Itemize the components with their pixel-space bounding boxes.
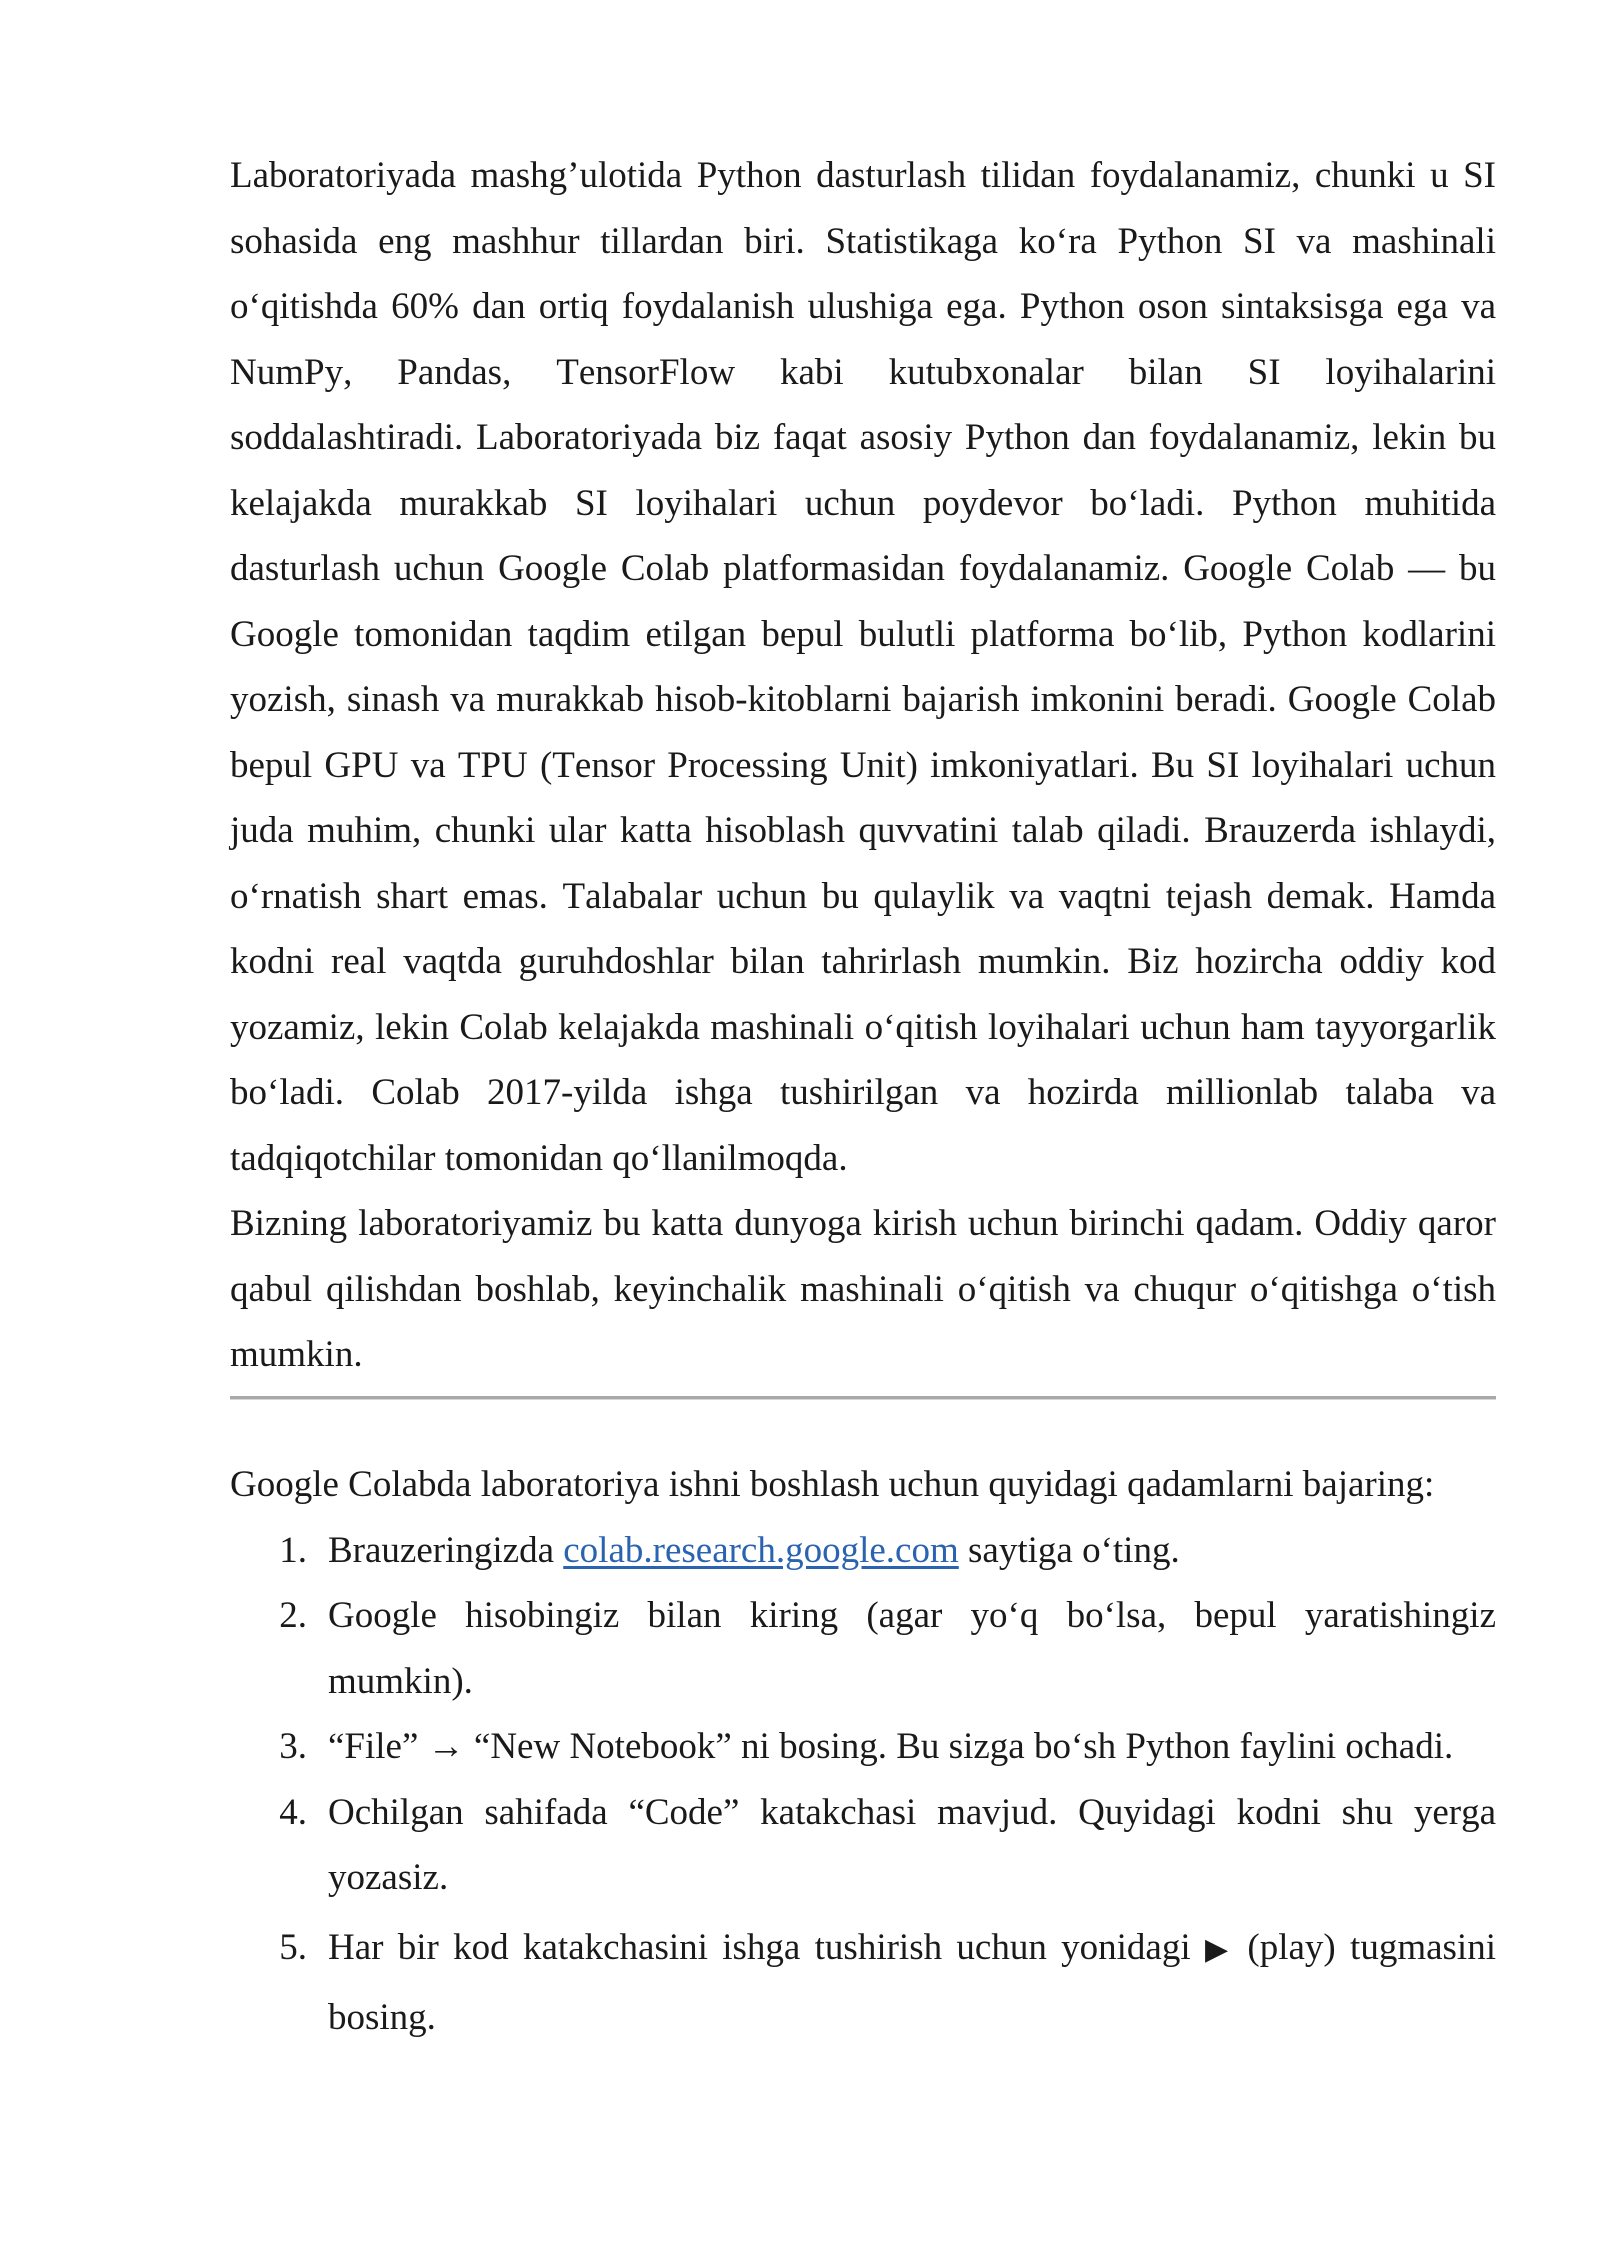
- paragraph-line: bepul GPU va TPU (Tensor Processing Unit) imkoniyatlari. Bu SI loyihalari uchun: [230, 744, 1496, 786]
- paragraph-line: bo‘ladi. Colab 2017-yilda ishga tushirilgan va hozirda millionlab talaba va: [230, 1072, 1496, 1113]
- step-line: “File” → “New Notebook” ni bosing. Bu sizga bo‘sh Python faylini ochadi.: [328, 1726, 1454, 1767]
- step-text: Brauzeringizda: [328, 1529, 564, 1571]
- paragraph-line: yozamiz, lekin Colab kelajakda mashinali o‘qitish loyihalari uchun ham tayyorgarlik: [230, 1006, 1496, 1048]
- step-item: [230, 1518, 1496, 1584]
- paragraph-line: Laboratoriyada mashg’ulotida Python dasturlash tilidan foydalanamiz, chunki u SI: [230, 155, 1496, 196]
- step-text: Har bir kod katakchasini ishga tushirish uchun yonidagi: [328, 1926, 1205, 1968]
- paragraph-python-colab: [230, 143, 1496, 1191]
- paragraph-first-step: [230, 1191, 1496, 1388]
- step-line: Google hisobingiz bilan kiring (agar yo‘q bo‘lsa, bepul yaratishingiz: [328, 1595, 1496, 1636]
- step-line: yozasiz.: [328, 1857, 449, 1898]
- paragraph-line: yozish, sinash va murakkab hisob-kitoblarni bajarish imkonini beradi. Google Colab: [230, 679, 1496, 720]
- step-number: 2.: [279, 1595, 307, 1636]
- paragraph-line: juda muhim, chunki ular katta hisoblash quvvatini talab qiladi. Brauzerda ishlaydi,: [230, 810, 1496, 851]
- step-number: 3.: [279, 1726, 307, 1767]
- paragraph-line: kelajakda murakkab SI loyihalari uchun poydevor bo‘ladi. Python muhitida: [230, 482, 1496, 524]
- colab-link[interactable]: colab.research.google.com: [563, 1529, 959, 1571]
- step-number: 4.: [279, 1791, 307, 1833]
- paragraph-line: Google tomonidan taqdim etilgan bepul bulutli platforma bo‘lib, Python kodlarini: [230, 613, 1496, 655]
- paragraph-line: mumkin.: [230, 1334, 363, 1375]
- step-text: (play) tugmasini: [1233, 1926, 1496, 1968]
- paragraph-line: NumPy, Pandas, TensorFlow kabi kutubxonalar bilan SI loyihalarini: [230, 351, 1496, 393]
- paragraph-line: o‘qitishda 60% dan ortiq foydalanish ulushiga ega. Python oson sintaksisga ega va: [230, 286, 1496, 327]
- paragraph-line: tadqiqotchilar tomonidan qo‘llanilmoqda.: [230, 1137, 848, 1179]
- paragraph-line: qabul qilishdan boshlab, keyinchalik mashinali o‘qitish va chuqur o‘qitishga o‘tish: [230, 1268, 1496, 1310]
- step-text: saytiga o‘ting.: [958, 1529, 1180, 1571]
- step-item: [230, 1780, 1496, 1911]
- step-line: mumkin).: [328, 1660, 473, 1702]
- step-line: [328, 1518, 1496, 1584]
- steps-intro: Google Colabda laboratoriya ishni boshlash uchun quyidagi qadamlarni bajaring:: [230, 1464, 1435, 1505]
- step-number: 5.: [279, 1926, 307, 1968]
- paragraph-line: dasturlash uchun Google Colab platformasidan foydalanamiz. Google Colab — bu: [230, 548, 1496, 589]
- step-line: bosing.: [328, 1996, 436, 2038]
- step-line: Ochilgan sahifada “Code” katakchasi mavjud. Quyidagi kodni shu yerga: [328, 1791, 1496, 1833]
- step-item: [230, 1914, 1496, 2052]
- paragraph-line: kodni real vaqtda guruhdoshlar bilan tahrirlash mumkin. Biz hozircha oddiy kod: [230, 941, 1496, 982]
- step-item: [230, 1583, 1496, 1714]
- paragraph-line: sohasida eng mashhur tillardan biri. Statistikaga ko‘ra Python SI va mashinali: [230, 220, 1496, 262]
- paragraph-line: o‘rnatish shart emas. Talabalar uchun bu qulaylik va vaqtni tejash demak. Hamda: [230, 875, 1496, 917]
- step-number: 1.: [279, 1529, 307, 1571]
- horizontal-divider: [230, 1396, 1496, 1399]
- paragraph-line: Bizning laboratoriyamiz bu katta dunyoga kirish uchun birinchi qadam. Oddiy qaror: [230, 1203, 1496, 1244]
- steps-list: [230, 1518, 1496, 2052]
- step-line: [328, 1914, 1496, 1984]
- document-body: [230, 143, 1496, 2052]
- step-item: [230, 1714, 1496, 1780]
- paragraph-line: soddalashtiradi. Laboratoriyada biz faqat asosiy Python dan foydalanamiz, lekin bu: [230, 417, 1496, 458]
- play-triangle-icon: ▶: [1204, 1931, 1234, 1967]
